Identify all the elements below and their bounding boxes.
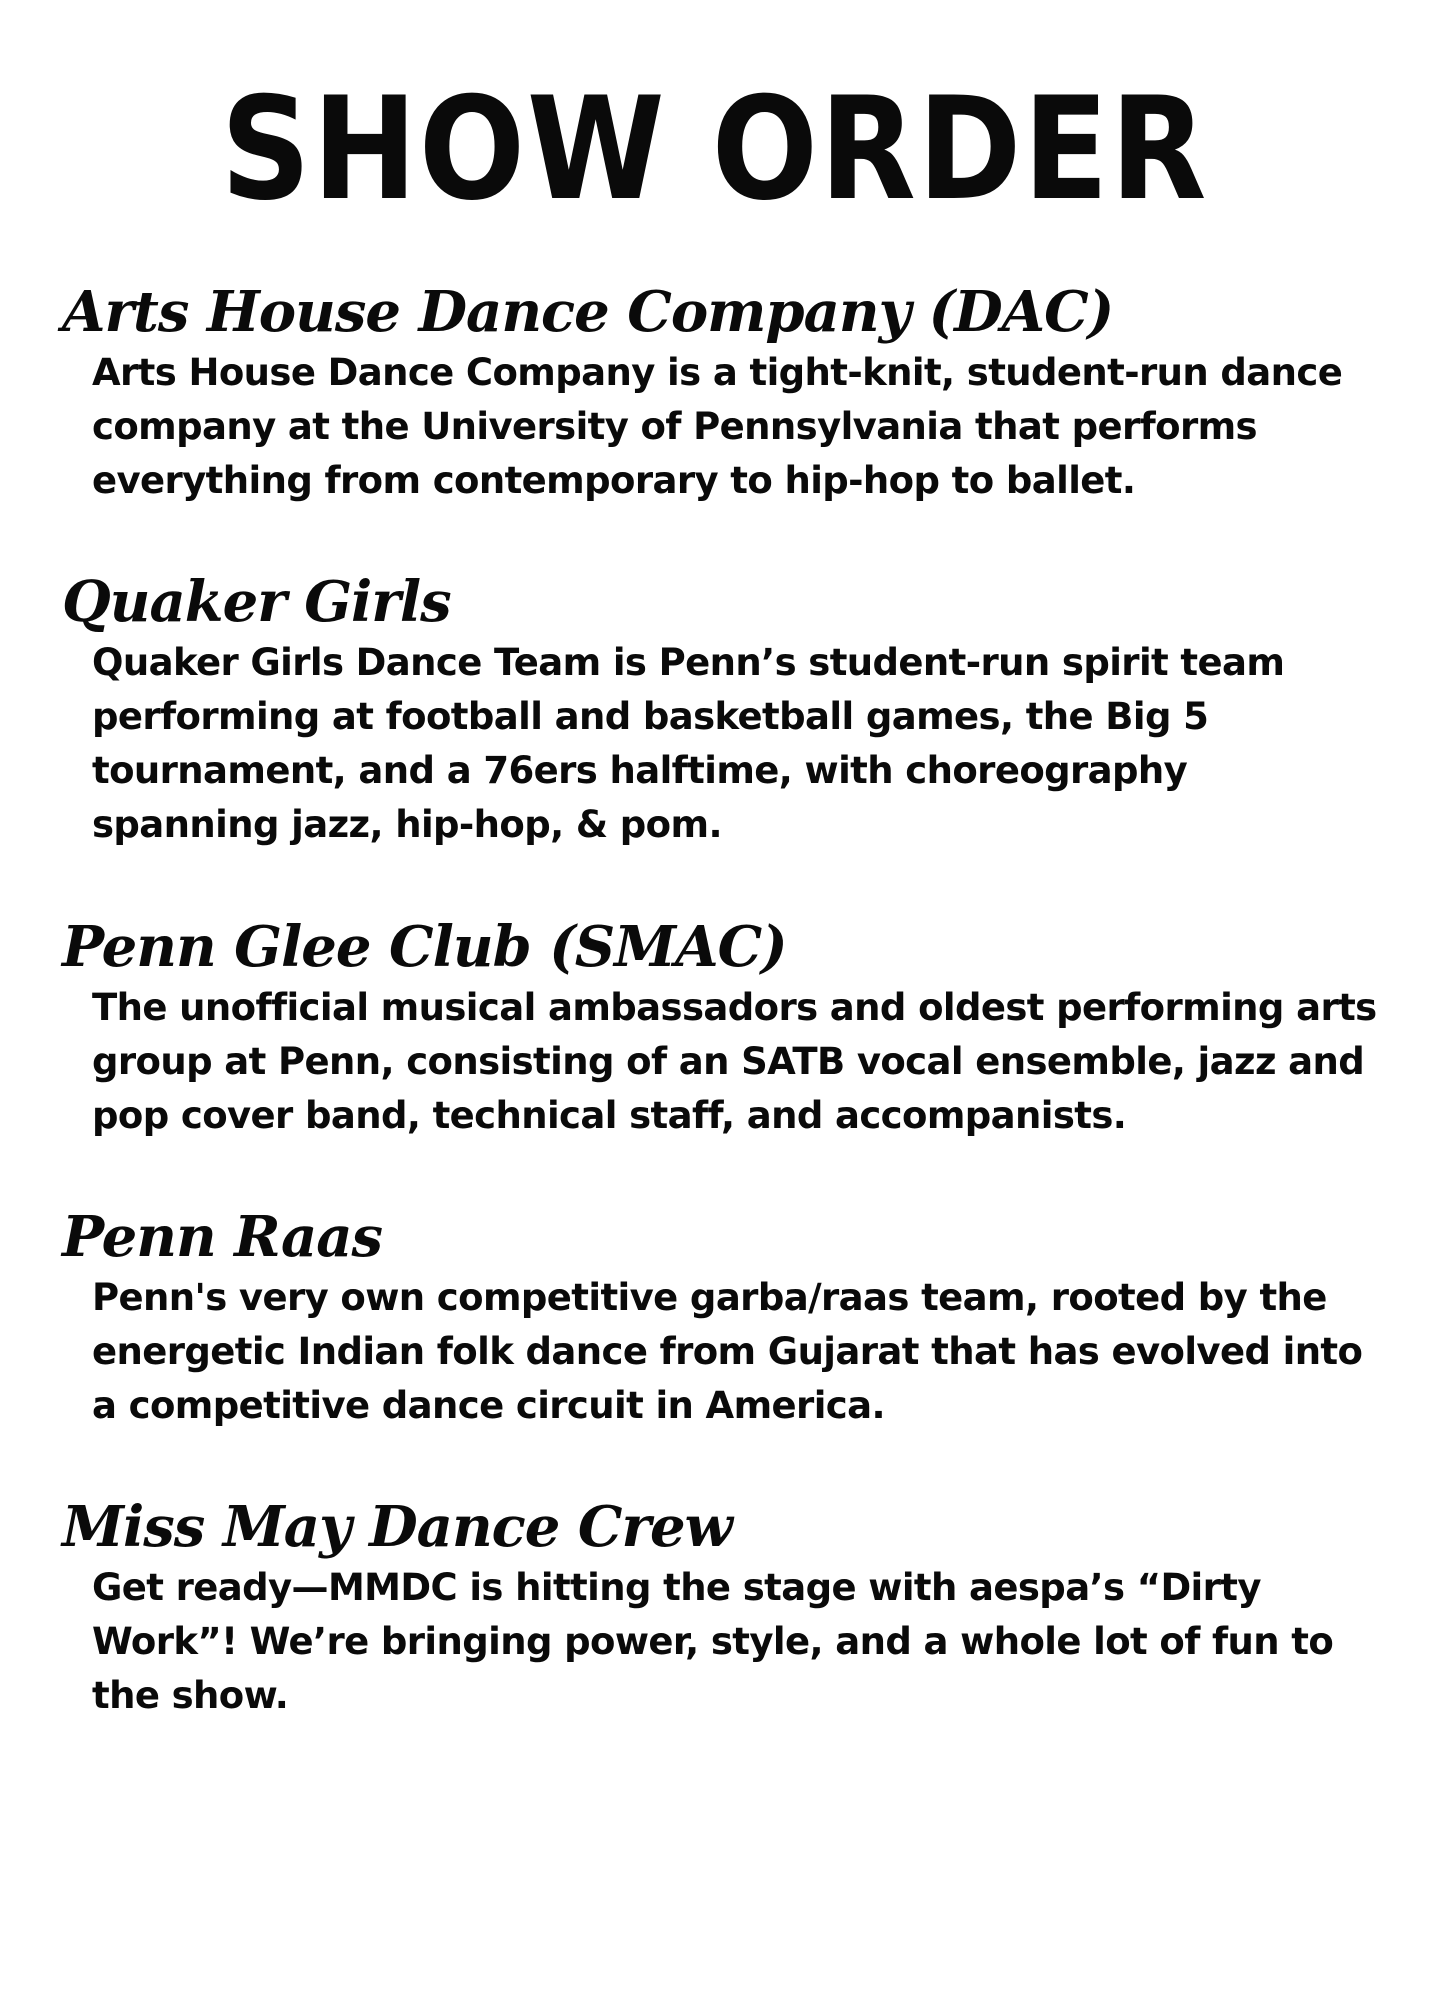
act-description: Penn's very own competitive garba/raas team, rooted by the energetic Indian folk dance from Gujarat that has evolved into a competitive dance circuit in America. bbox=[92, 1276, 1363, 1427]
act-description: The unofficial musical ambassadors and oldest performing arts group at Penn, consisting of an SATB vocal ensemble, jazz and pop cover band, technical staff, and accompanists. bbox=[92, 986, 1377, 1137]
page-title: SHOW ORDER bbox=[220, 67, 1209, 232]
act-miss-may-dance-crew bbox=[0, 1495, 1429, 1723]
act-name: Penn Raas bbox=[62, 1204, 383, 1270]
act-arts-house-dance-company bbox=[0, 280, 1429, 508]
act-penn-raas bbox=[0, 1205, 1429, 1433]
act-quaker-girls bbox=[0, 570, 1429, 852]
act-description: Get ready—MMDC is hitting the stage with aespa’s “Dirty Work”! We’re bringing power, style, and a whole lot of fun to the show. bbox=[92, 1566, 1334, 1717]
act-name: Quaker Girls bbox=[62, 569, 451, 635]
act-description: Quaker Girls Dance Team is Penn’s student-run spirit team performing at football and basketball games, the Big 5 tournament, and a 76ers halftime, with choreography spanning jazz, hip-hop, & pom. bbox=[92, 641, 1285, 846]
act-name: Penn Glee Club (SMAC) bbox=[62, 914, 787, 980]
act-description: Arts House Dance Company is a tight-knit, student-run dance company at the University of Pennsylvania that performs everything from contemporary to hip-hop to ballet. bbox=[92, 351, 1343, 502]
act-penn-glee-club bbox=[0, 915, 1429, 1143]
act-name: Arts House Dance Company (DAC) bbox=[62, 279, 1114, 345]
act-name: Miss May Dance Crew bbox=[62, 1494, 732, 1560]
